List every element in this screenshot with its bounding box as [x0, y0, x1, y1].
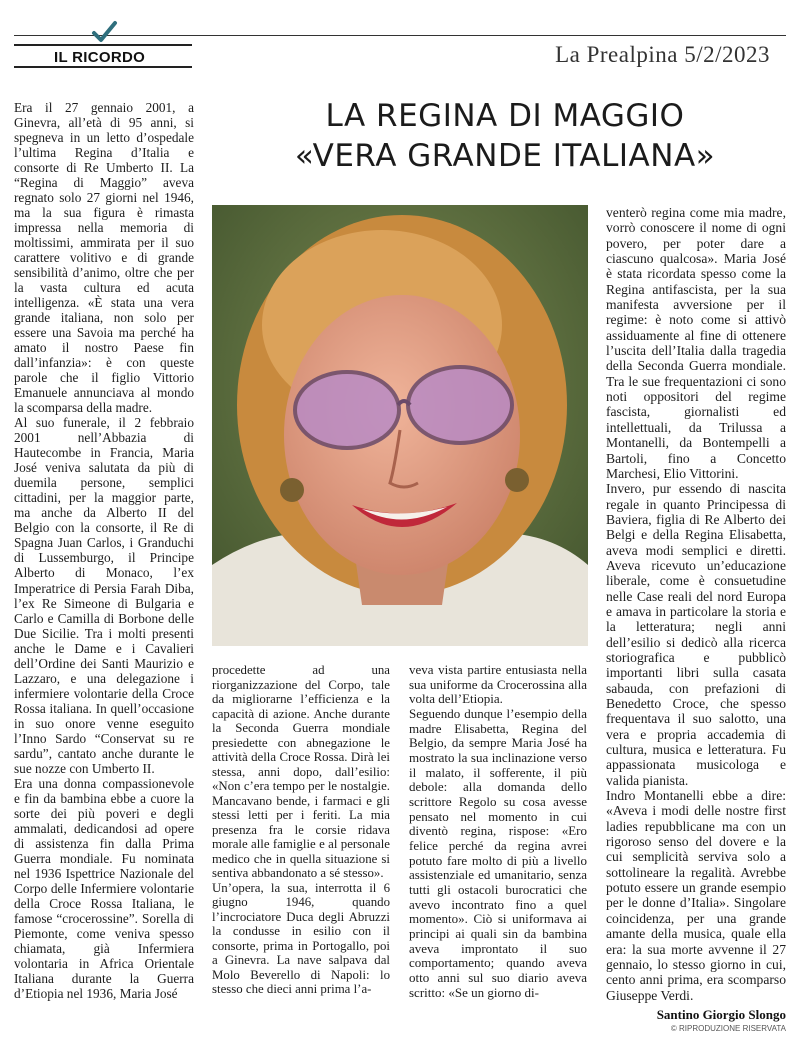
article-column-4: venterò regina come mia madre, vorrò conoscere il nome di ogni povero, per poter dare a ciascuno qualcosa». Maria José è stata ricordata spesso come la Regina antifascista, per la sua manifesta avversione per il regime: è noto come si attivò assiduamente al fine di ottenere l’uscita dell’Italia dalla tragedia della Seconda Guerra mondiale. Tra le sue frequentazioni ci sono noti oppositori del regime fascista, giornalisti ed intellettuali, da Trilussa a Montanelli, da Bontempelli a Bartoli, fino a Concetto Marchesi, Elio Vittorini. Invero, pur essendo di nascita regale in quanto Principessa di Baviera, figlia di Re Alberto dei Belgi e della Regina Elisabetta, aveva modi semplici e diretti. Aveva ricevuto un’educazione liberale, come è consuetudine nelle Case reali del nord Europa e amava in particolare la storia e la letteratura; negli anni dell’esilio si dedicò alla ricerca storiografica e pubblicò importanti libri sulla casata sabauda, con prefazioni di Benedetto Croce, che spesso frequentava il suo salotto, una vera e propria accademia di cultura, musica e letteratura. Fu appassionata musicologa e valida pianista. Indro Montanelli ebbe a dire: «Aveva i modi delle nostre first ladies repubblicane ma con un rigoroso senso del dovere e la cui semplicità serviva solo a sottolineare la regalità. Avrebbe potuto essere un grande esempio per le donne d’Italia». Singolare coincidenza, per una grande amante della musica, quale ella era: la sua morte avvenne il 27 gennaio, lo stesso giorno in cui, cento anni prima, era scomparso Giuseppe Verdi.: [606, 205, 786, 1003]
headline-line-1: LA REGINA DI MAGGIO: [325, 98, 685, 134]
author-byline: Santino Giorgio Slongo: [656, 1007, 786, 1022]
article-column-3: veva vista partire entusiasta nella sua uniforme da Crocerossina alla volta dell’Etiopia. Seguendo dunque l’esempio della madre Elisabetta, Regina del Belgio, da sempre Maria José ha mostrato la sua inclinazione verso il malato, il sofferente, il più debole: alla domanda dello scrittore Regolo su cosa avesse pensato nel momento in cui diventò regina, rispose: «Ero felice perché da regina avrei potuto fare molto di più a livello assistenziale ed umanitario, senza tutti gli ostacoli burocratici che avevo incontrato fino a quel momento». Ciò si uniformava ai principi ai quali sin da bambina aveva improntato il suo comportamento; quando aveva otto anni sul suo diario aveva scritto: «Se un giorno di-: [409, 662, 587, 1000]
headline-line-2: «VERA GRANDE ITALIANA»: [294, 138, 716, 174]
check-mark-icon: [90, 18, 118, 46]
top-rule: [14, 35, 786, 36]
copyright-notice: © RIPRODUZIONE RISERVATA: [670, 1024, 786, 1033]
headline: [212, 96, 798, 176]
portrait-photo: [212, 205, 588, 646]
publication-date: La Prealpina 5/2/2023: [555, 42, 770, 67]
section-label: IL RICORDO: [14, 44, 192, 68]
article-column-1: Era il 27 gennaio 2001, a Ginevra, all’età di 95 anni, si spegneva in un letto d’ospedale l’ultima Regina d’Italia e consorte di Re Umberto II. La “Regina di Maggio” aveva regnato solo 27 giorni nel 1946, ma la sua figura è rimasta impressa nella memoria di moltissimi, ammirata per il suo carattere volitivo e di grande sensibilità d’animo, oltre che per la vasta cultura ed acuta intelligenza. «È stata una vera grande italiana, non solo per essere una Savoia ma perché ha amato il nostro Paese fin dall’infanzia»: è con queste parole che il figlio Vittorio Emanuele annunciava al mondo la scomparsa della madre. Al suo funerale, il 2 febbraio 2001 nell’Abbazia di Hautecombe in Francia, Maria José veniva salutata da più di duemila persone, semplici cittadini, per la maggior parte, ma anche da Alberto II del Belgio con la consorte, il Re di Spagna Juan Carlos, i Granduchi di Lussemburgo, il Principe Alberto di Monaco, l’ex Imperatrice di Persia Farah Diba, l’ex Re Simeone di Bulgaria e Carlo e Camilla di Borbone delle Due Sicilie. Tra i molti presenti anche le Dame e i Cavalieri dell’Ordine dei Santi Maurizio e Lazzaro, e una delegazione i infermiere volontarie della Croce Rossa italiana. In quell’occasione in suo onore venne eseguito l’Inno Sardo “Conservat su re sardu”, cantato anche durante le sue nozze con Umberto II. Era una donna compassionevole e fin da bambina ebbe a cuore la sorte dei più poveri e degli ammalati, dedicandosi ad opere di assistenza fin dalla Prima Guerra mondiale. Fu nominata nel 1936 Ispettrice Nazionale del Corpo delle Infermiere volontarie della Croce Rossa Italiana, le famose “crocerossine”. Sorella di Piemonte, come veniva spesso chiamata, già Infermiera volontaria in Africa Orientale Italiana durante la Guerra d’Etiopia nel 1936, Maria José: [14, 100, 194, 1001]
article-column-2: procedette ad una riorganizzazione del Corpo, tale da migliorarne l’efficienza e la capacità di azione. Anche durante la Seconda Guerra mondiale presiedette con abnegazione le attività della Croce Rossa. Dirà lei stessa, anni dopo, dall’esilio: «Non c’era tempo per le nostalgie. Mancavano bende, i farmaci e gli stessi letti per i feriti. La mia presenza fra le corsie ridava morale alle famiglie e al personale medico che in quella situazione si sentiva abbandonato a sé stesso». Un’opera, la sua, interrotta il 6 giugno 1946, quando l’incrociatore Duca degli Abruzzi la condusse in esilio con il consorte, prima in Portogallo, poi a Ginevra. La nave salpava dal Molo Beverello di Napoli: lo stesso che dieci anni prima l’a-: [212, 663, 390, 996]
